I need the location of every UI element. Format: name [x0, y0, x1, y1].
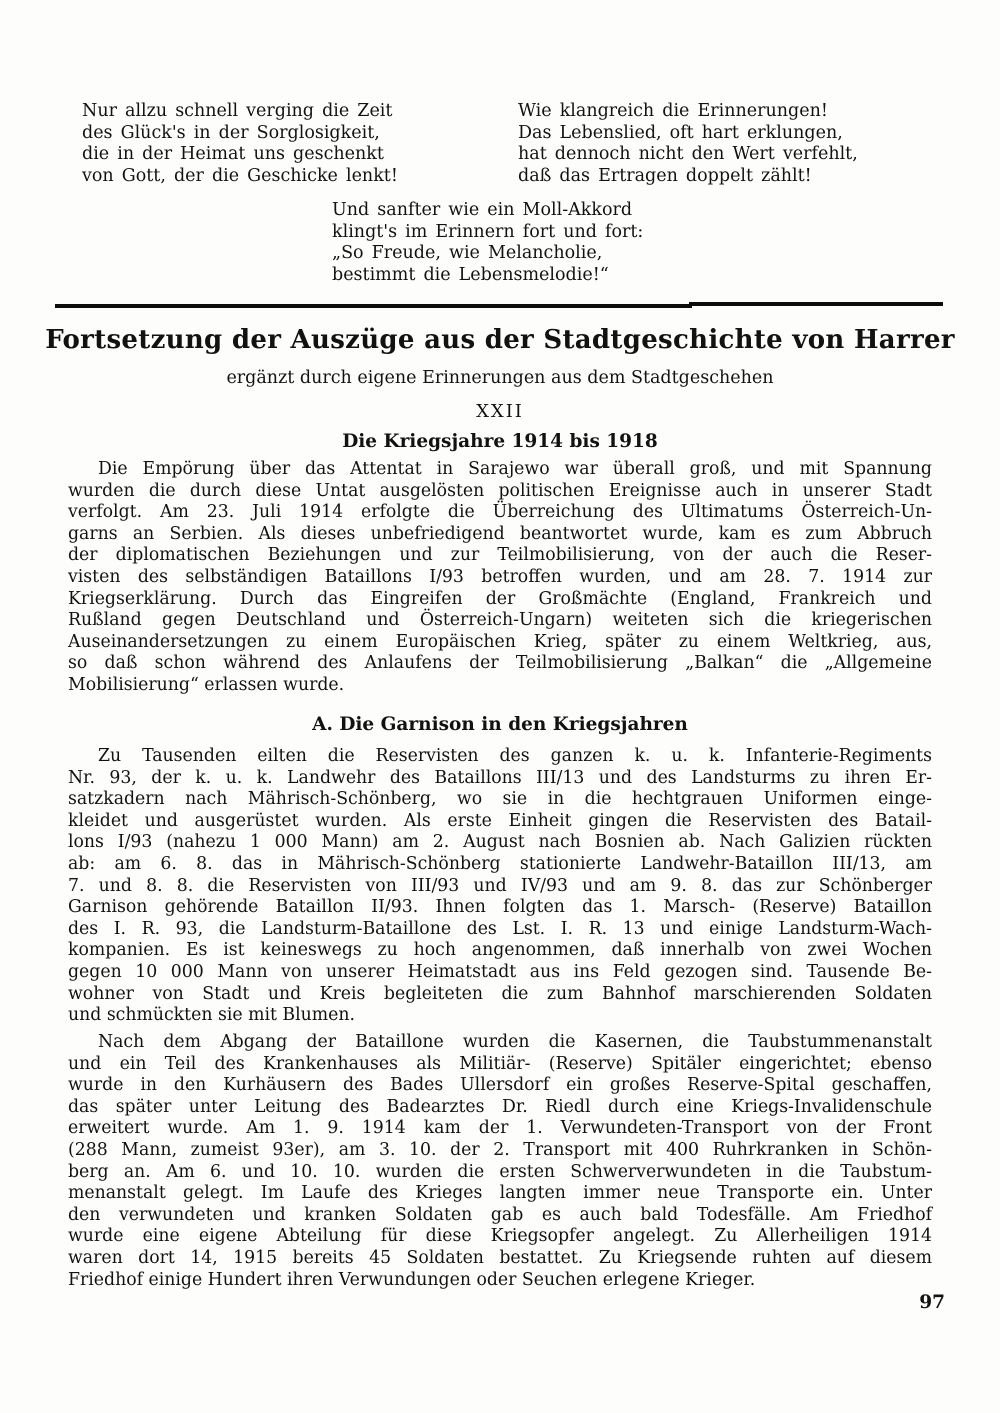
text-line: (288 Mann, zumeist 93er), am 3. 10. der 2. Transport mit 400 Ruhrkranken in Schön-: [68, 1139, 932, 1160]
divider-rule: [55, 302, 943, 309]
text-line: 7. und 8. 8. die Reservisten von III/93 und IV/93 und am 9. 8. das zur Schönberger: [68, 875, 932, 896]
text-line: von Gott, der die Geschicke lenkt!: [82, 165, 398, 186]
chapter-title: Die Kriegsjahre 1914 bis 1918: [342, 431, 658, 452]
text-line: lons I/93 (nahezu 1 000 Mann) am 2. August nach Bosnien ab. Nach Galizien rückten: [68, 832, 932, 853]
text-line: kleidet und ausgerüstet wurden. Als erste Einheit gingen die Reservisten des Batail-: [68, 810, 932, 831]
text-line: gegen 10 000 Mann von unserer Heimatstadt aus ins Feld gezogen sind. Tausende Be-: [68, 961, 932, 982]
text-line: Nr. 93, der k. u. k. Landwehr des Bataillons III/13 und des Landsturms zu ihren Er-: [68, 767, 932, 788]
text-line: kompanien. Es ist keineswegs zu hoch angenommen, daß innerhalb von zwei Wochen: [68, 940, 932, 961]
text-line: des I. R. 93, die Landsturm-Bataillone des Lst. I. R. 13 und einige Landsturm-Wach-: [68, 918, 932, 939]
text-line: Das Lebenslied, oft hart erklungen,: [518, 122, 843, 143]
text-line: satzkadern nach Mährisch-Schönberg, wo sie in die hechtgrauen Uniformen einge-: [68, 789, 932, 810]
text-line: ab: am 6. 8. das in Mährisch-Schönberg stationierte Landwehr-Bataillon III/13, am: [68, 853, 932, 874]
paragraph-lazarette: [68, 1032, 932, 1291]
text-line: hat dennoch nicht den Wert verfehlt,: [518, 144, 858, 165]
poem-stanza-right: [518, 101, 858, 187]
text-line: Zu Tausenden eilten die Reservisten des ganzen k. u. k. Infanterie-Regiments: [98, 746, 932, 766]
page-title: Fortsetzung der Auszüge aus der Stadtgeschichte von Harrer: [45, 325, 955, 355]
text-line: Garnison gehörende Bataillon II/93. Ihnen folgten das 1. Marsch- (Reserve) Bataillon: [68, 897, 932, 918]
paragraph-intro: [68, 459, 932, 697]
text-line: so daß schon während des Anlaufens der Teilmobilisierung „Balkan“ die „Allgemeine: [68, 653, 932, 674]
text-line: den verwundeten und kranken Soldaten gab es auch bald Todesfälle. Am Friedhof: [68, 1204, 932, 1225]
text-line: das später unter Leitung des Badearztes Dr. Riedl durch eine Kriegs-Invalidenschule: [68, 1096, 932, 1117]
text-line: visten des selbständigen Bataillons I/93 betroffen wurden, und am 28. 7. 1914 zur: [68, 566, 932, 587]
text-line: Mobilisierung“ erlassen wurde.: [68, 674, 345, 695]
text-line: Nach dem Abgang der Bataillone wurden die Kasernen, die Taubstummenanstalt: [98, 1032, 932, 1052]
text-line: bestimmt die Lebensmelodie!“: [332, 264, 609, 285]
text-line: die in der Heimat uns geschenkt: [82, 144, 384, 165]
section-heading-a: A. Die Garnison in den Kriegsjahren: [312, 714, 688, 735]
divider-rule-segment: [55, 304, 692, 308]
text-line: klingt's im Erinnern fort und fort:: [332, 221, 644, 242]
text-line: Auseinandersetzungen zu einem Europäischen Krieg, später zu einem Weltkrieg, aus,: [68, 631, 932, 652]
page-subtitle: ergänzt durch eigene Erinnerungen aus dem Stadtgeschehen: [226, 368, 774, 388]
paragraph-garnison: [68, 746, 932, 1027]
text-line: Kriegserklärung. Durch das Eingreifen der Großmächte (England, Frankreich und: [68, 588, 932, 609]
text-line: waren dort 14, 1915 bereits 45 Soldaten bestattet. Zu Kriegsende ruhten auf diesem: [68, 1247, 932, 1268]
text-line: Rußland gegen Deutschland und Österreich-Ungarn) weiteten sich die kriegerischen: [68, 610, 932, 631]
text-line: Wie klangreich die Erinnerungen!: [518, 101, 828, 121]
text-line: „So Freude, wie Melancholie,: [332, 243, 603, 264]
text-line: berg an. Am 6. und 10. 10. wurden die ersten Schwerverwundeten in die Taubstum-: [68, 1161, 932, 1182]
text-line: Die Empörung über das Attentat in Sarajewo war überall groß, und mit Spannung: [98, 459, 932, 479]
page-number: 97: [919, 1292, 945, 1313]
text-line: Nur allzu schnell verging die Zeit: [82, 101, 393, 121]
text-line: erweitert wurde. Am 1. 9. 1914 kam der 1. Verwundeten-Transport von der Front: [68, 1118, 932, 1139]
text-line: Und sanfter wie ein Moll-Akkord: [332, 200, 633, 220]
text-line: Friedhof einige Hundert ihren Verwundungen oder Seuchen erlegene Krieger.: [68, 1269, 756, 1290]
text-line: verfolgt. Am 23. Juli 1914 erfolgte die Überreichung des Ultimatums Österreich-Un-: [68, 502, 932, 523]
text-line: menanstalt gelegt. Im Laufe des Krieges langten immer neue Transporte ein. Unter: [68, 1183, 932, 1204]
text-line: wohner von Stadt und Kreis begleiteten die zum Bahnhof marschierenden Soldaten: [68, 983, 932, 1004]
text-line: des Glück's in der Sorglosigkeit,: [82, 122, 380, 143]
chapter-numeral: XXII: [476, 401, 524, 422]
text-line: und schmückten sie mit Blumen.: [68, 1005, 356, 1026]
divider-rule-segment: [689, 302, 943, 306]
text-line: daß das Ertragen doppelt zählt!: [518, 165, 812, 186]
text-line: wurde in den Kurhäusern des Bades Ullersdorf ein großes Reserve-Spital geschaffen,: [68, 1075, 932, 1096]
text-line: der diplomatischen Beziehungen und zur Teilmobilisierung, von der auch die Reser-: [68, 545, 932, 566]
poem-stanza-center: [332, 200, 643, 286]
text-line: und ein Teil des Krankenhauses als Militiär- (Reserve) Spitäler eingerichtet; ebenso: [68, 1053, 932, 1074]
text-line: wurden die durch diese Untat ausgelösten politischen Ereignisse auch in unserer Stadt: [68, 480, 932, 501]
text-line: wurde eine eigene Abteilung für diese Kriegsopfer angelegt. Zu Allerheiligen 1914: [68, 1226, 932, 1247]
poem-stanza-left: [82, 101, 398, 187]
text-line: garns an Serbien. Als dieses unbefriedigend beantwortet wurde, kam es zum Abbruch: [68, 523, 932, 544]
